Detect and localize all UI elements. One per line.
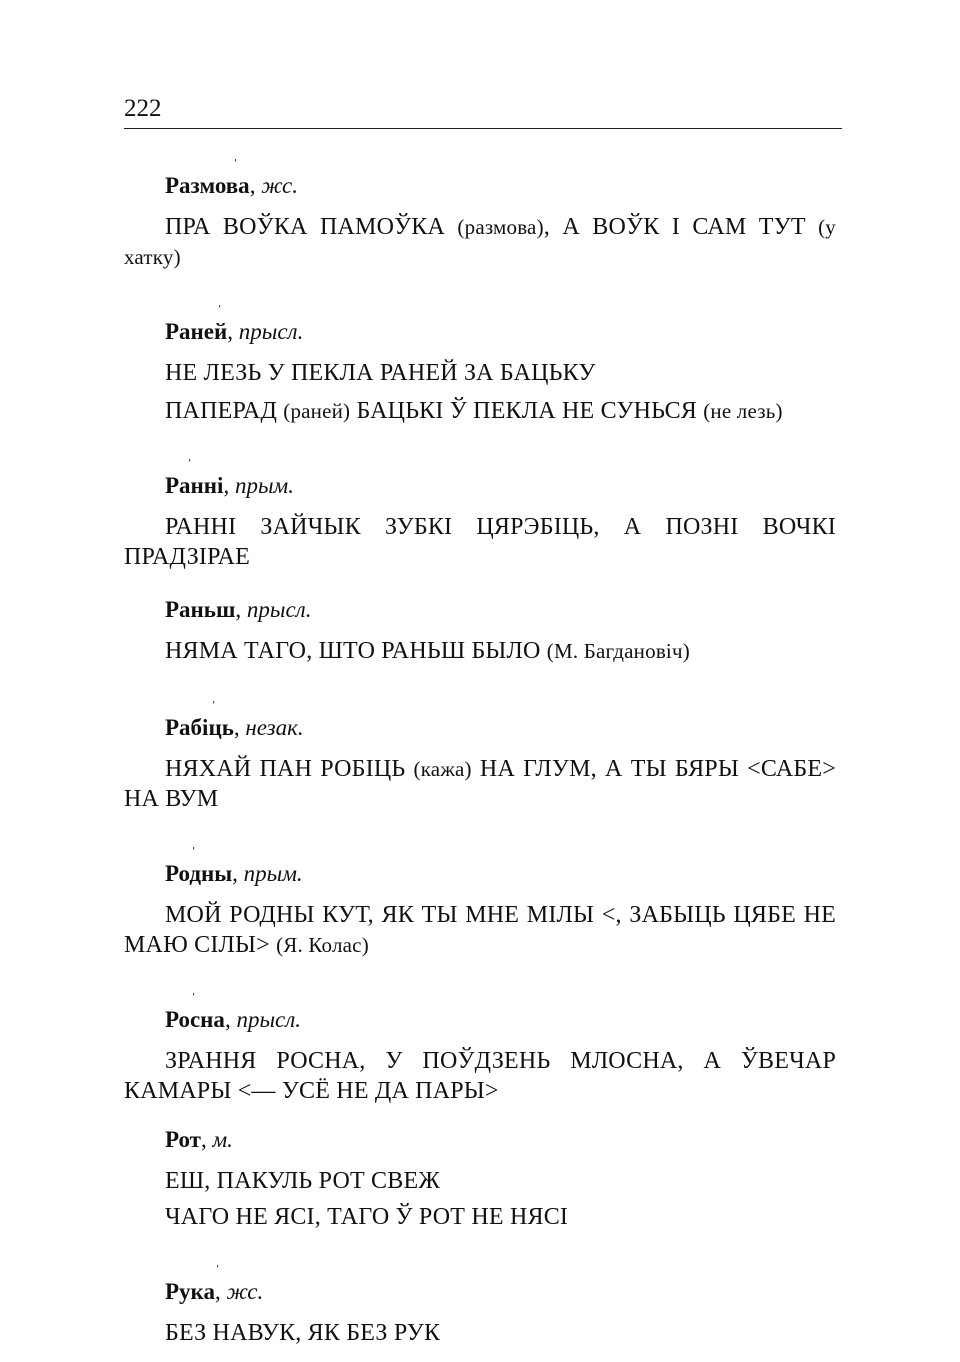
page-number: 222 [124,95,162,122]
entry [124,699,836,814]
part-of-speech: прысл. [246,597,312,622]
entry [124,1263,836,1348]
stress-mark: ˈ [187,457,193,474]
headword-line: ˈ Росна, прысл. [165,991,302,1032]
headword: Рабіць [165,715,234,740]
part-of-speech: жс. [261,173,298,198]
headword-line: Рот, м. [165,1127,233,1152]
entry [124,303,836,426]
headword-line: Раньш, прысл. [165,597,312,622]
headword: Раньш [165,597,236,622]
gloss: (М. Багдановіч) [546,639,690,663]
headword-line: ˈ Рука, жс. [165,1263,264,1304]
headword: Рот [165,1127,201,1152]
entry [124,457,836,572]
headword-line: ˈ Ранні, прым. [165,457,294,498]
gloss: (кажа) [413,757,472,781]
headword-line: ˈ Раней, прысл. [165,303,304,344]
saying: МОЙ РОДНЫ КУТ, ЯК ТЫ МНЕ МІЛЫ <, ЗАБЫЦЬ ЦЯБЕ НЕ МАЮ СІЛЫ> (Я. Колас) [124,902,836,958]
gloss: (раней) [283,399,351,423]
part-of-speech: прысл. [238,319,304,344]
headword: Ранні [165,473,224,498]
headword: Размова [165,173,250,198]
saying: ЕШ, ПАКУЛЬ РОТ СВЕЖ [165,1168,441,1194]
saying: РАННІ ЗАЙЧЫК ЗУБКІ ЦЯРЭБІЦЬ, А ПОЗНІ ВОЧКІ ПРАДЗІРАЕ [124,514,836,570]
gloss: (Я. Колас) [276,933,369,957]
dictionary-entries [124,157,837,1348]
entry [124,991,836,1106]
headword-line: ˈ Размова, жс. [165,157,298,198]
saying: ЗРАННЯ РОСНА, У ПОЎДЗЕНЬ МЛОСНА, А ЎВЕЧАР КАМАРЫ <— УСЁ НЕ ДА ПАРЫ> [124,1048,836,1104]
saying: ЧАГО НЕ ЯСІ, ТАГО Ў РОТ НЕ НЯСІ [165,1204,569,1230]
saying: НЯХАЙ ПАН РОБІЦЬ (кажа) НА ГЛУМ, А ТЫ БЯРЫ <САБЕ> НА ВУМ [124,756,836,812]
part-of-speech: жс. [226,1279,264,1304]
stress-mark: ˈ [215,1263,221,1280]
saying: БЕЗ НАВУК, ЯК БЕЗ РУК [165,1320,441,1346]
gloss: (не лезь) [703,399,783,423]
saying: НЯМА ТАГО, ШТО РАНЬШ БЫЛО (М. Багдановіч) [165,638,690,664]
entry [124,594,836,666]
entry [124,845,836,960]
stress-mark: ˈ [211,699,217,716]
part-of-speech: м. [212,1127,233,1152]
headword-line: ˈ Рабіць, незак. [165,699,304,740]
saying: ПРА ВОЎКА ПАМОЎКА (размова), А ВОЎК І САМ ТУТ (у хатку) [124,214,837,269]
entry [124,1124,836,1232]
gloss: (размова) [457,215,544,239]
headword: Родны [165,861,233,886]
part-of-speech: прым. [234,473,294,498]
stress-mark: ˈ [217,303,223,320]
stress-mark: ˈ [191,991,197,1008]
gloss: (у хатку) [124,215,837,269]
entry [124,157,837,272]
headword: Раней [165,319,228,344]
saying: НЕ ЛЕЗЬ У ПЕКЛА РАНЕЙ ЗА БАЦЬКУ [165,360,596,386]
stress-mark: ˈ [191,845,197,862]
headword: Росна [165,1007,225,1032]
part-of-speech: незак. [245,715,304,740]
part-of-speech: прысл. [236,1007,302,1032]
headword: Рука [165,1279,215,1304]
header-rule [124,128,842,129]
part-of-speech: прым. [243,861,303,886]
stress-mark: ˈ [233,157,239,174]
headword-line: ˈ Родны, прым. [165,845,303,886]
saying: ПАПЕРАД (раней) БАЦЬКІ Ў ПЕКЛА НЕ СУНЬСЯ (не лезь) [165,398,783,424]
